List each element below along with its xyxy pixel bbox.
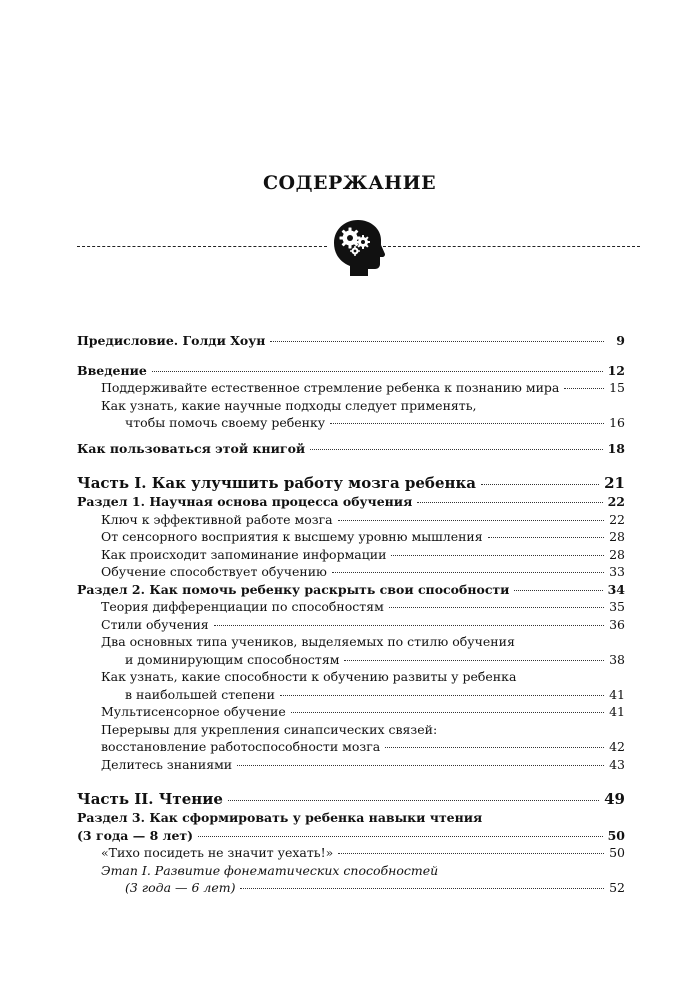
dashed-line-right (383, 246, 640, 247)
toc-entry-s1-item[interactable]: Обучение способствует обучению 33 (101, 564, 625, 579)
page-title: СОДЕРЖАНИЕ (262, 172, 437, 194)
toc-entry-s2-item1[interactable]: Теория дифференциации по способностям 35 (101, 599, 625, 614)
dashed-line-left (77, 246, 327, 247)
toc-entry-s2-item6[interactable]: Перерывы для укрепления синапсических связей: восстановление работоспособности мозга 42 (101, 721, 625, 754)
toc-entry-s3-stage1[interactable]: Этап I. Развитие фонематических способностей (3 года — 6 лет) 52 (101, 862, 625, 895)
toc-entry-s2-item2[interactable]: Стили обучения 36 (101, 616, 625, 632)
toc-entry-s3-item1[interactable]: «Тихо посидеть не значит уехать!» 50 (101, 845, 625, 860)
toc-entry-s2-item7[interactable]: Делитесь знаниями 43 (101, 756, 625, 772)
toc-entry-section3[interactable]: Раздел 3. Как сформировать у ребенка навыки чтения (3 года — 8 лет) 50 (77, 810, 625, 843)
toc-entry-s1-item[interactable]: Ключ к эффективной работе мозга 22 (101, 511, 625, 527)
toc-entry-preface[interactable]: Предисловие. Голди Хоун 9 (77, 333, 625, 348)
toc-entry-s1-item[interactable]: Как происходит запоминание информации 28 (101, 546, 625, 562)
toc-entry-intro-sub2[interactable]: Как узнать, какие научные подходы следует применять, чтобы помочь своему ребенку 16 (101, 397, 625, 430)
toc-entry-part1[interactable]: Часть I. Как улучшить работу мозга ребенка 21 (77, 474, 625, 492)
toc-entry-s2-item3[interactable]: Два основных типа учеников, выделяемых по стилю обучения и доминирующим способностям 38 (101, 634, 625, 667)
toc-entry-s2-item5[interactable]: Мультисенсорное обучение 41 (101, 704, 625, 719)
toc-entry-section1[interactable]: Раздел 1. Научная основа процесса обучения 22 (77, 494, 625, 509)
toc-entry-intro[interactable]: Введение 12 (77, 362, 625, 378)
head-gears-icon (330, 218, 386, 278)
toc-entry-s2-item4[interactable]: Как узнать, какие способности к обучению развиты у ребенка в наибольшей степени 41 (101, 669, 625, 702)
toc-entry-howto[interactable]: Как пользоваться этой книгой 18 (77, 440, 625, 456)
toc-entry-section2[interactable]: Раздел 2. Как помочь ребенку раскрыть свои способности 34 (77, 581, 625, 597)
toc-entry-intro-sub1[interactable]: Поддерживайте естественное стремление ребенка к познанию мира 15 (101, 380, 625, 395)
title-divider (77, 218, 640, 278)
toc-entry-s1-item[interactable]: От сенсорного восприятия к высшему уровню мышления 28 (101, 529, 625, 544)
table-of-contents (77, 332, 625, 897)
toc-entry-part2[interactable]: Часть II. Чтение 49 (77, 790, 625, 808)
